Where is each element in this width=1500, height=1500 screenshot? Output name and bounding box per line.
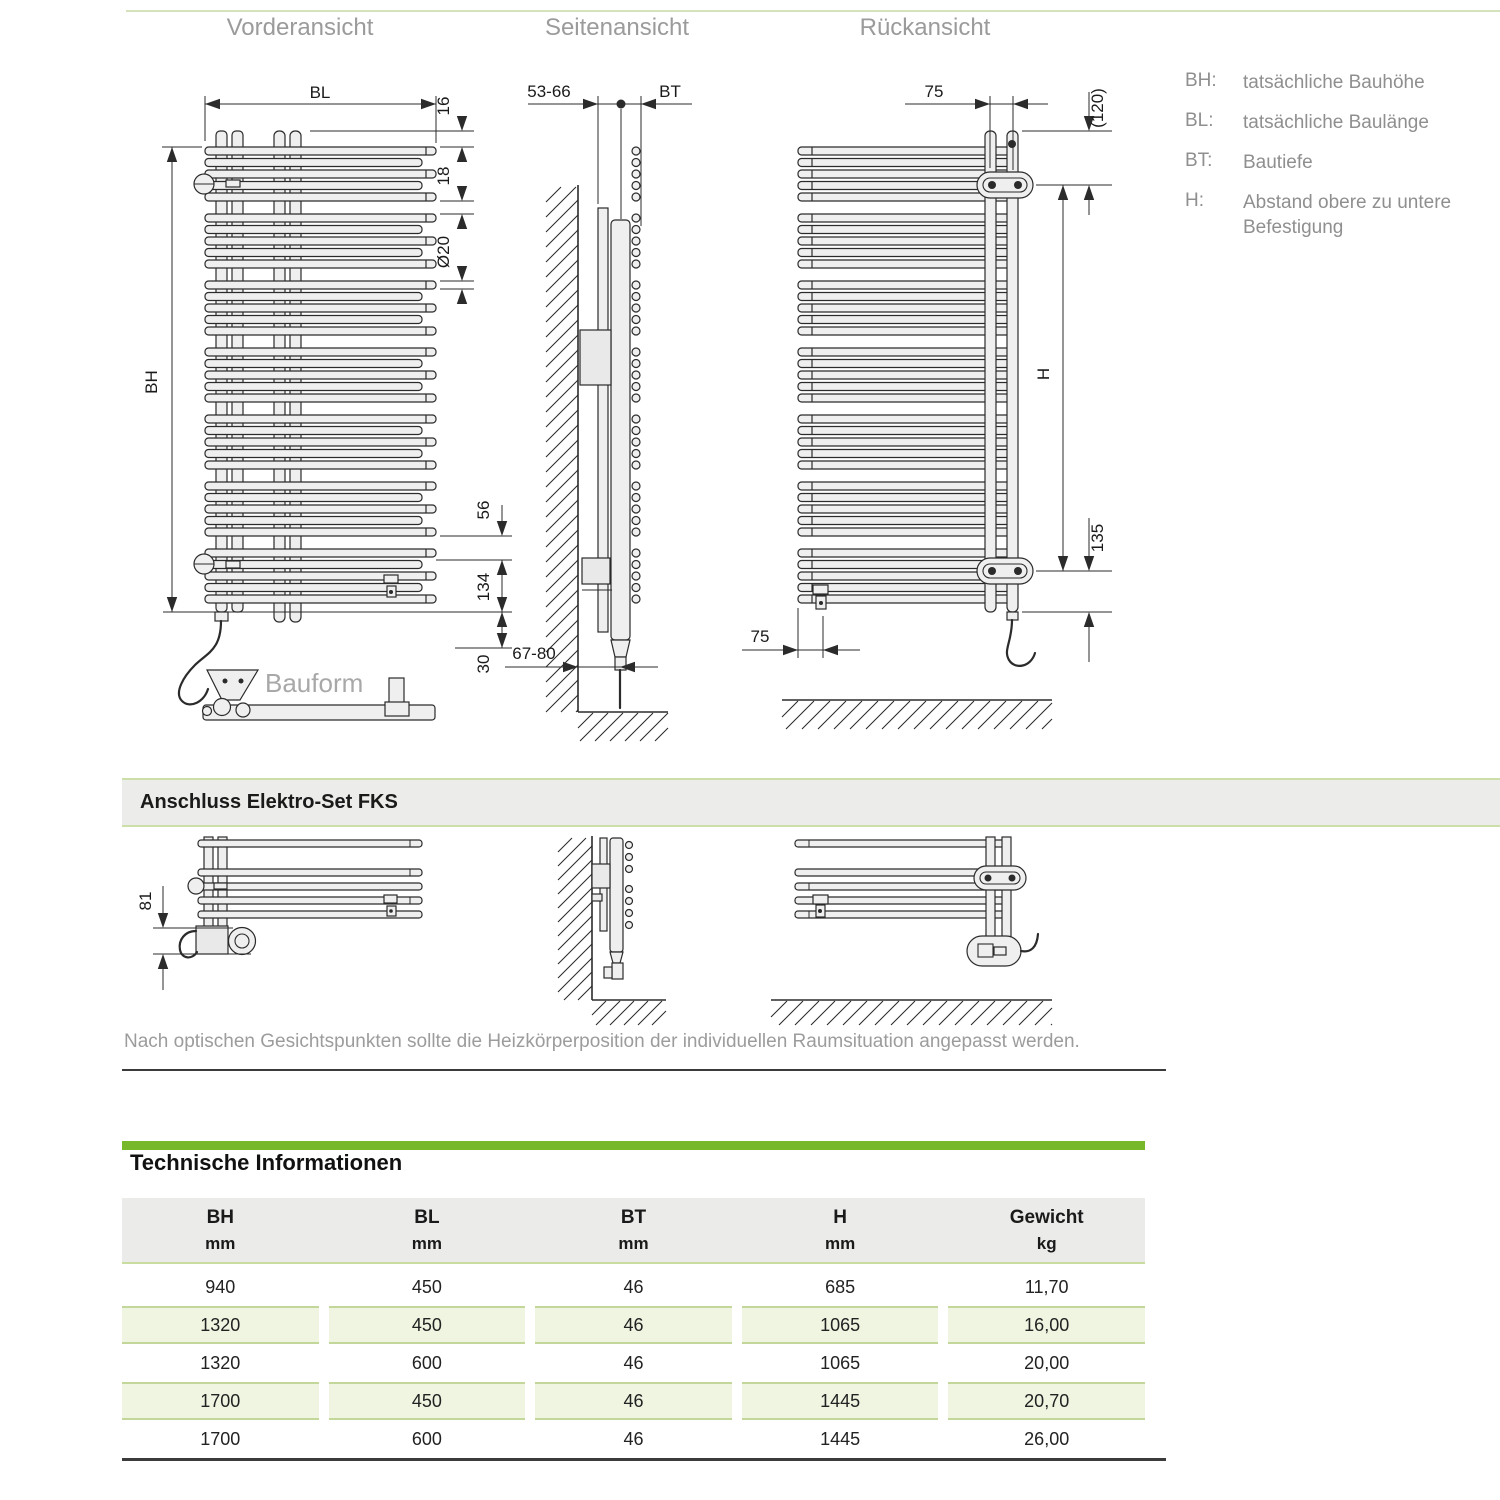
side-dim-bt: BT	[659, 82, 681, 101]
table-bottom-line	[122, 1458, 1166, 1461]
table-cell: 11,70	[1024, 1276, 1069, 1297]
table-cell: 450	[329, 1306, 526, 1344]
legend-term: BT:	[1185, 150, 1213, 172]
legend-term: BH:	[1185, 70, 1217, 91]
front-dim-o20: Ø20	[434, 235, 453, 269]
table-header-cell	[122, 1198, 319, 1262]
table-cell: 46	[623, 1276, 644, 1297]
front-dim-16: 16	[434, 96, 453, 116]
table-cell: 26,00	[1024, 1428, 1070, 1449]
elektro-section-band	[122, 778, 1500, 827]
table-cell: 450	[411, 1276, 442, 1297]
table-row	[122, 1382, 1145, 1420]
table-cell: 1700	[200, 1428, 241, 1449]
column-unit: mm	[618, 1233, 649, 1253]
table-header-row	[122, 1198, 1145, 1264]
side-view-drawing	[505, 82, 692, 741]
note-divider-line	[122, 1069, 1166, 1071]
table-cell: 46	[623, 1352, 644, 1373]
front-dim-bl: BL	[309, 83, 331, 102]
column-unit: mm	[824, 1233, 856, 1253]
table-body	[122, 1268, 1145, 1458]
legend-term: H:	[1185, 190, 1204, 212]
table-accent-bar	[122, 1141, 1145, 1150]
table-cell: 1700	[122, 1382, 319, 1420]
elektro-rear-drawing	[771, 837, 1052, 1025]
side-view-title: Seitenansicht	[544, 14, 690, 41]
front-dim-56: 56	[474, 500, 493, 520]
front-dim-30: 30	[474, 654, 493, 674]
table-row	[122, 1306, 1145, 1344]
table-row	[122, 1420, 1145, 1458]
column-label: BT	[620, 1206, 647, 1228]
table-cell: 940	[205, 1276, 236, 1297]
table-cell: 20,00	[1024, 1352, 1070, 1373]
column-label: BH	[206, 1206, 235, 1228]
table-cell: 20,70	[948, 1382, 1145, 1420]
rear-dim-135: 135	[1088, 523, 1107, 553]
table-header-cell	[535, 1198, 732, 1262]
table-header-cell	[329, 1198, 526, 1262]
legend-definition: Bautiefe	[1243, 152, 1313, 174]
table-row	[122, 1268, 1145, 1306]
table-cell: 46	[535, 1306, 732, 1344]
rear-dim-h: H	[1034, 367, 1053, 381]
legend-term: BL:	[1185, 110, 1214, 132]
column-label: BL	[414, 1206, 440, 1228]
column-unit: kg	[1036, 1233, 1057, 1253]
table-cell: 46	[535, 1382, 732, 1420]
table-cell: 46	[623, 1428, 644, 1449]
table-cell: 600	[411, 1352, 442, 1373]
table-cell: 600	[411, 1428, 442, 1449]
rear-dim-120: (120)	[1088, 88, 1107, 128]
bauform-label: Bauform	[265, 668, 364, 698]
table-title: Technische Informationen	[130, 1150, 403, 1175]
side-dim-wall: 53-66	[527, 82, 571, 101]
column-label: H	[833, 1206, 847, 1228]
rear-dim-75-top: 75	[924, 82, 944, 101]
table-cell: 450	[329, 1382, 526, 1420]
front-view-title: Vorderansicht	[226, 14, 374, 41]
table-cell: 1320	[122, 1306, 319, 1344]
table-cell: 1445	[742, 1382, 939, 1420]
rear-view-title: Rückansicht	[859, 14, 991, 41]
table-cell: 1320	[200, 1352, 241, 1373]
table-cell: 1065	[742, 1306, 939, 1344]
column-unit: mm	[411, 1233, 442, 1253]
elektro-section-heading: Anschluss Elektro-Set FKS	[140, 791, 398, 813]
legend-definition: tatsächliche Bauhöhe	[1243, 72, 1425, 93]
elektro-side-drawing	[558, 836, 666, 1025]
elektro-dim-81: 81	[136, 891, 155, 911]
legend-definition: Abstand obere zu untere Befestigung	[1243, 192, 1452, 239]
legend-definition: tatsächliche Baulänge	[1243, 112, 1429, 134]
front-view-drawing	[142, 83, 512, 720]
table-header-cell	[742, 1198, 939, 1262]
front-dim-18: 18	[434, 166, 453, 186]
note-text: Nach optischen Gesichtspunkten sollte die Heizkörperposition der individuellen Raumsituation angepasst werden.	[124, 1031, 1080, 1052]
table-row	[122, 1344, 1145, 1382]
elektro-front-drawing	[136, 837, 422, 990]
table-cell: 1065	[820, 1352, 861, 1373]
side-dim-floor: 67-80	[512, 644, 556, 663]
front-dim-134: 134	[474, 572, 493, 602]
front-dim-bh: BH	[142, 370, 161, 394]
column-unit: mm	[205, 1233, 236, 1253]
table-cell: 16,00	[948, 1306, 1145, 1344]
table-cell: 685	[825, 1276, 856, 1297]
column-label: Gewicht	[1009, 1206, 1084, 1228]
table-cell: 1445	[820, 1428, 861, 1449]
table-header-cell	[948, 1198, 1145, 1262]
rear-dim-75-bottom: 75	[750, 627, 770, 646]
rear-view-drawing	[742, 82, 1112, 729]
